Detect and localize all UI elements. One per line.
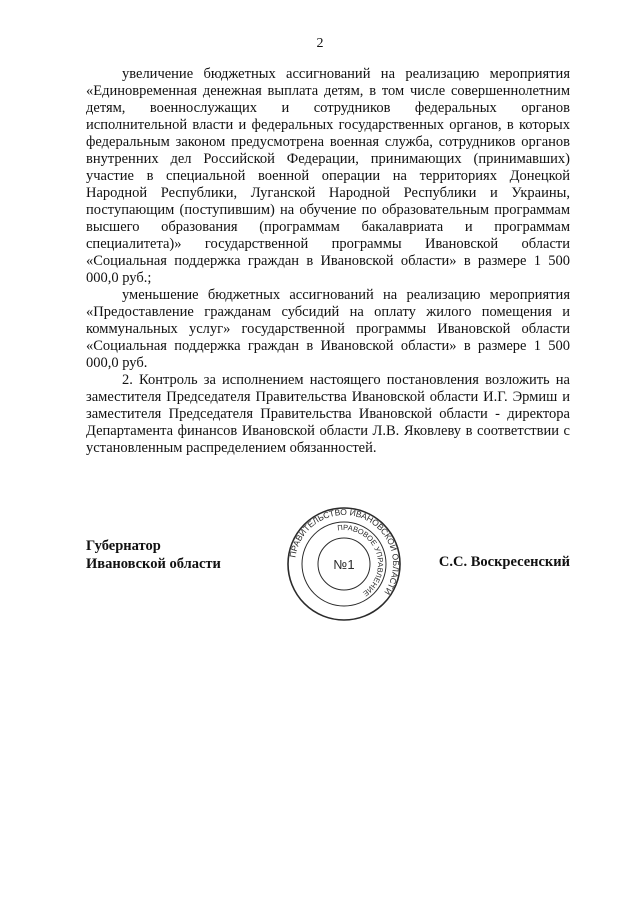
paragraph-increase: увеличение бюджетных ассигнований на реализацию мероприятия «Единовременная денежная выплата детям, в том числе совершеннолетним детям, военнослужащих и сотрудников федеральных органов исполнительной власти и федеральных государственных органов, в которых федеральным законом предусмотрена военная служба, сотрудников органов внутренних дел Российской Федерации, принимающих (принимавших) участие в специальной военной операции на территориях Донецкой Народной Республики, Луганской Народной Республики и Украины, поступающим (поступившим) на обучение по образовательным программам высшего образования (программам бакалавриата и программам специалитета)» государственной программы Ивановской области «Социальная поддержка граждан в Ивановской области» в размере 1 500 000,0 руб.; [86, 66, 570, 286]
signature-title-line-1: Губернатор [86, 538, 161, 554]
seal-center-text: №1 [333, 557, 355, 572]
seal-outer-text: ПРАВИТЕЛЬСТВО ИВАНОВСКОЙ ОБЛАСТИ [287, 506, 402, 597]
paragraph-control: 2. Контроль за исполнением настоящего постановления возложить на заместителя Председателя Правительства Ивановской области И.Г. Эрмиш и заместителя Председателя Правительства Ивановской области - директора Департамента финансов Ивановской области Л.В. Яковлеву в соответствии с установленным распределением обязанностей. [86, 372, 570, 456]
paragraph-decrease: уменьшение бюджетных ассигнований на реализацию мероприятия «Предоставление гражданам субсидий на оплату жилого помещения и коммунальных услуг» государственной программы Ивановской области «Социальная поддержка граждан в Ивановской области» в размере 1 500 000,0 руб. [86, 287, 570, 371]
official-seal [286, 506, 402, 622]
body-text [86, 66, 570, 457]
signature-name: С.С. Воскресенский [438, 554, 570, 570]
page-number: 2 [316, 36, 324, 51]
signature-title-line-2: Ивановской области [86, 556, 221, 572]
signature-title [86, 537, 221, 573]
seal-inner-text: ПРАВОВОЕ УПРАВЛЕНИЕ [336, 522, 386, 599]
